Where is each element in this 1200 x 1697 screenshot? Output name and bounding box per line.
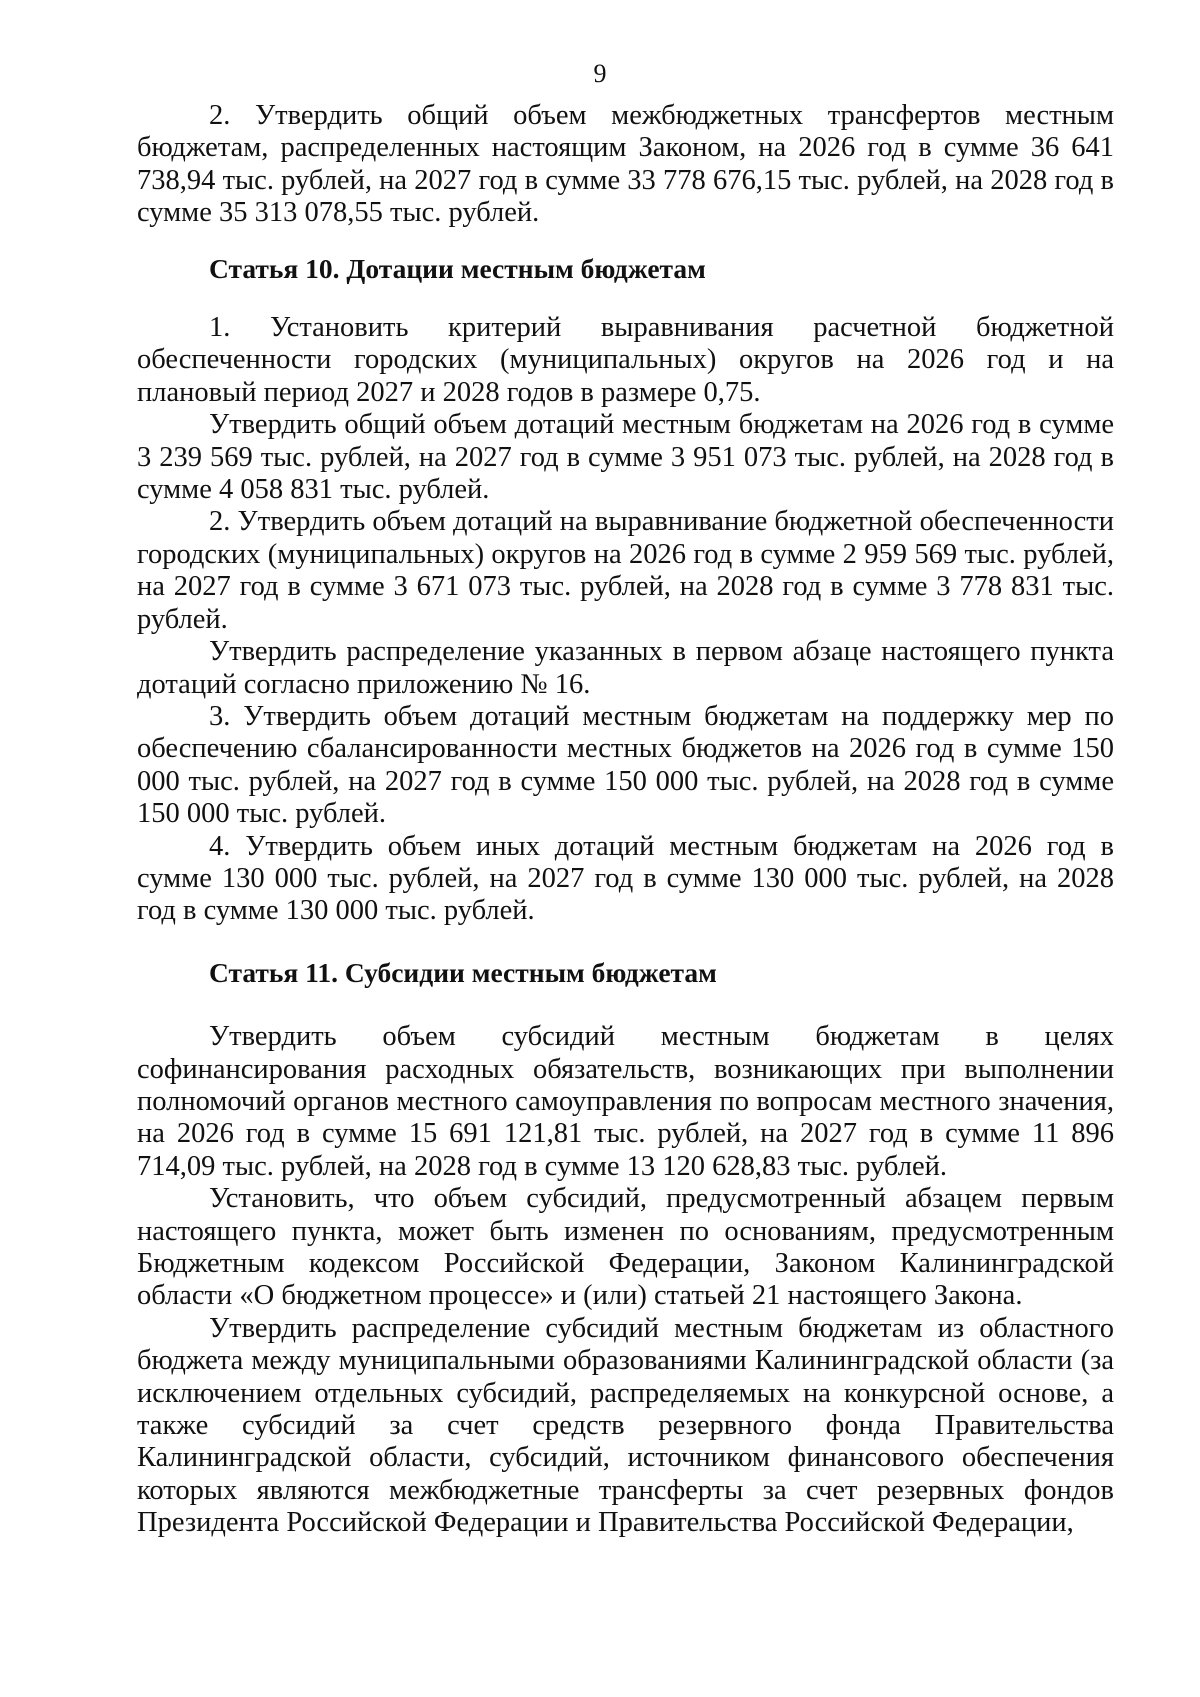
- paragraph: 4. Утвердить объем иных дотаций местным бюджетам на 2026 год в сумме 130 000 тыс. рублей, на 2027 год в сумме 130 000 тыс. рублей, на 2028 год в сумме 130 000 тыс. рублей.: [137, 830, 1114, 927]
- article-10-heading: Статья 10. Дотации местным бюджетам: [209, 252, 706, 284]
- paragraph: Утвердить распределение субсидий местным бюджетам из областного бюджета между муниципальными образованиями Калининградской области (за исключением отдельных субсидий, распределяемых на конкурсной основе, а также субсидий за счет средств резервного фонда Правительства Калининградской области, субсидий, источником финансового обеспечения которых являются межбюджетные трансферты за счет резервных фондов Президента Российской Федерации и Правительства Российской Федерации,: [137, 1312, 1114, 1539]
- paragraph: Утвердить объем субсидий местным бюджетам в целях софинансирования расходных обязательств, возникающих при выполнении полномочий органов местного самоуправления по вопросам местного значения, на 2026 год в сумме 15 691 121,81 тыс. рублей, на 2027 год в сумме 11 896 714,09 тыс. рублей, на 2028 год в сумме 13 120 628,83 тыс. рублей.: [137, 1021, 1114, 1182]
- article-11-body: [137, 1021, 1114, 1540]
- paragraph: 3. Утвердить объем дотаций местным бюджетам на поддержку мер по обеспечению сбалансированности местных бюджетов на 2026 год в сумме 150 000 тыс. рублей, на 2027 год в сумме 150 000 тыс. рублей, на 2028 год в сумме 150 000 тыс. рублей.: [137, 700, 1114, 830]
- paragraph: 2. Утвердить объем дотаций на выравнивание бюджетной обеспеченности городских (муниципальных) округов на 2026 год в сумме 2 959 569 тыс. рублей, на 2027 год в сумме 3 671 073 тыс. рублей, на 2028 год в сумме 3 778 831 тыс. рублей.: [137, 506, 1114, 635]
- paragraph-intro: 2. Утвердить общий объем межбюджетных трансфертов местным бюджетам, распределенных настоящим Законом, на 2026 год в сумме 36 641 738,94 тыс. рублей, на 2027 год в сумме 33 778 676,15 тыс. рублей, на 2028 год в сумме 35 313 078,55 тыс. рублей.: [137, 100, 1114, 229]
- article-10-body: [137, 312, 1114, 928]
- page-number: 9: [593, 59, 607, 88]
- document-body: [137, 100, 1114, 1540]
- paragraph: Утвердить распределение указанных в первом абзаце настоящего пункта дотаций согласно приложению № 16.: [137, 636, 1114, 700]
- paragraph: Утвердить общий объем дотаций местным бюджетам на 2026 год в сумме 3 239 569 тыс. рублей, на 2027 год в сумме 3 951 073 тыс. рублей, на 2028 год в сумме 4 058 831 тыс. рублей.: [137, 409, 1114, 506]
- article-11-heading: Статья 11. Субсидии местным бюджетам: [209, 956, 717, 988]
- paragraph: 1. Установить критерий выравнивания расчетной бюджетной обеспеченности городских (муниципальных) округов на 2026 год и на плановый период 2027 и 2028 годов в размере 0,75.: [137, 312, 1114, 408]
- paragraph: Установить, что объем субсидий, предусмотренный абзацем первым настоящего пункта, может быть изменен по основаниям, предусмотренным Бюджетным кодексом Российской Федерации, Законом Калининградской области «О бюджетном процессе» и (или) статьей 21 настоящего Закона.: [137, 1183, 1114, 1312]
